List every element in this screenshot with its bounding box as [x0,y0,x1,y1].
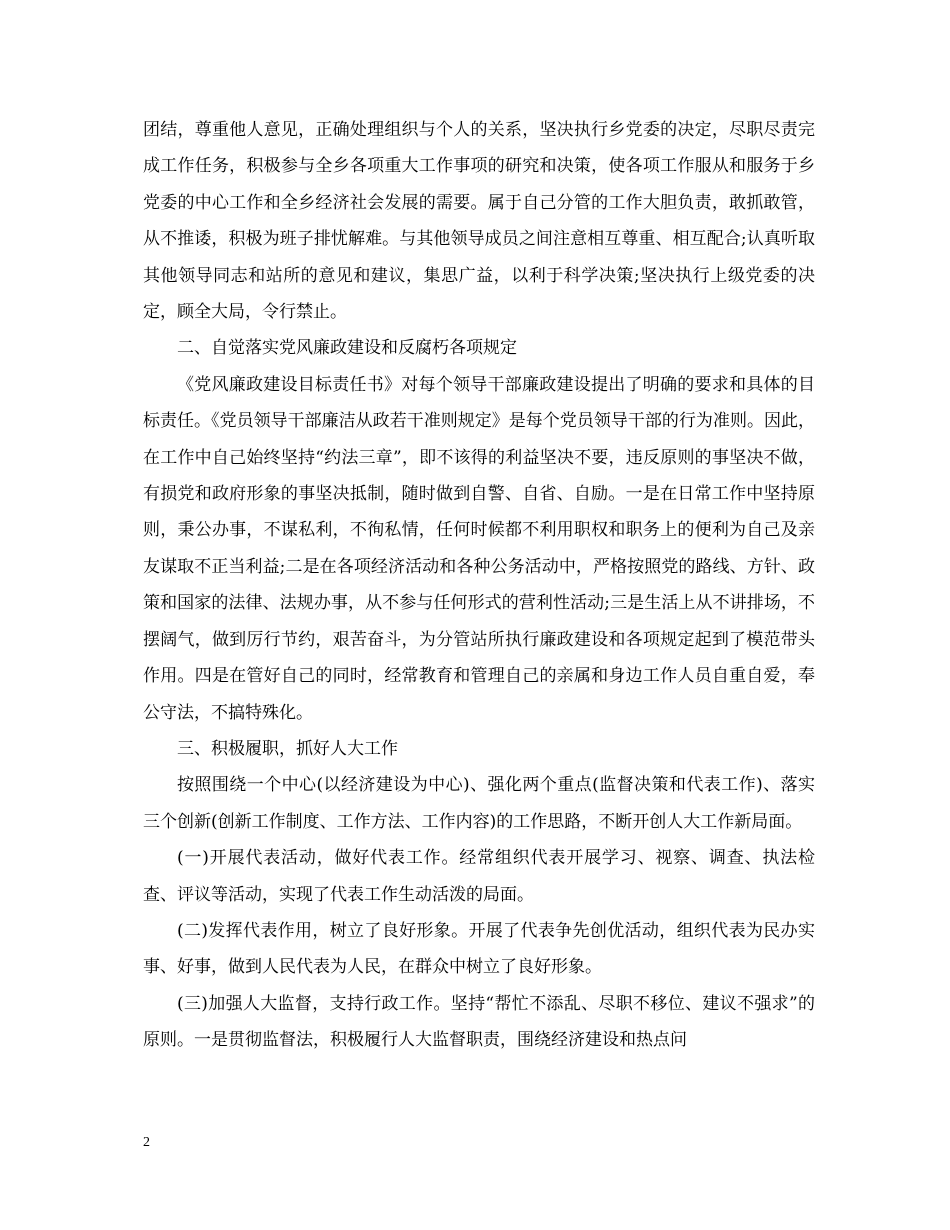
section-heading-3: 三、积极履职，抓好人大工作 [177,738,398,759]
paragraph-7: (二)发挥代表作用，树立了良好形象。开展了代表争先创优活动，组织代表为民办实事、好事，做到人民代表为人民，在群众中树立了良好形象。 [143,920,815,978]
paragraph-6: (一)开展代表活动，做好代表工作。经常组织代表开展学习、视察、调查、执法检查、评议等活动，实现了代表工作生动活泼的局面。 [143,848,815,905]
page-number: 2 [143,1135,150,1150]
paragraph-5: 按照围绕一个中心(以经济建设为中心)、强化两个重点(监督决策和代表工作)、落实三个创新(创新工作制度、工作方法、工作内容)的工作思路，不断开创人大工作新局面。 [143,775,815,832]
paragraph-3: 《党风廉政建设目标责任书》对每个领导干部廉政建设提出了明确的要求和具体的目标责任。《党员领导干部廉洁从政若干准则规定》是每个党员领导干部的行为准则。因此，在工作中自己始终坚持“约法三章”，即不该得的利益坚决不要，违反原则的事坚决不做，有损党和政府形象的事坚决抵制，随时做到自警、自省、自励。一是在日常工作中坚持原则，秉公办事，不谋私利，不徇私情，任何时候都不利用职权和职务上的便利为自己及亲友谋取不正当利益;二是在各项经济活动和各种公务活动中，严格按照党的路线、方针、政策和国家的法律、法规办事，从不参与任何形式的营利性活动;三是生活上从不讲排场，不摆阔气，做到厉行节约，艰苦奋斗，为分管站所执行廉政建设和各项规定起到了模范带头作用。四是在管好自己的同时，经常教育和管理自己的亲属和身边工作人员自重自爱，奉公守法，不搞特殊化。 [143,374,815,723]
document-body [143,112,815,1059]
section-heading-2: 二、自觉落实党风廉政建设和反腐朽各项规定 [177,338,517,359]
paragraph-1: 团结，尊重他人意见，正确处理组织与个人的关系，坚决执行乡党委的决定，尽职尽责完成工作任务，积极参与全乡各项重大工作事项的研究和决策，使各项工作服从和服务于乡党委的中心工作和全乡经济社会发展的需要。属于自己分管的工作大胆负责，敢抓敢管，从不推诿，积极为班子排忧解难。与其他领导成员之间注意相互尊重、相互配合;认真听取其他领导同志和站所的意见和建议，集思广益，以利于科学决策;坚决执行上级党委的决定，顾全大局，令行禁止。 [143,120,815,323]
paragraph-8: (三)加强人大监督，支持行政工作。坚持“帮忙不添乱、尽职不移位、建议不强求”的原则。一是贯彻监督法，积极履行人大监督职责，围绕经济建设和热点问 [143,993,815,1051]
